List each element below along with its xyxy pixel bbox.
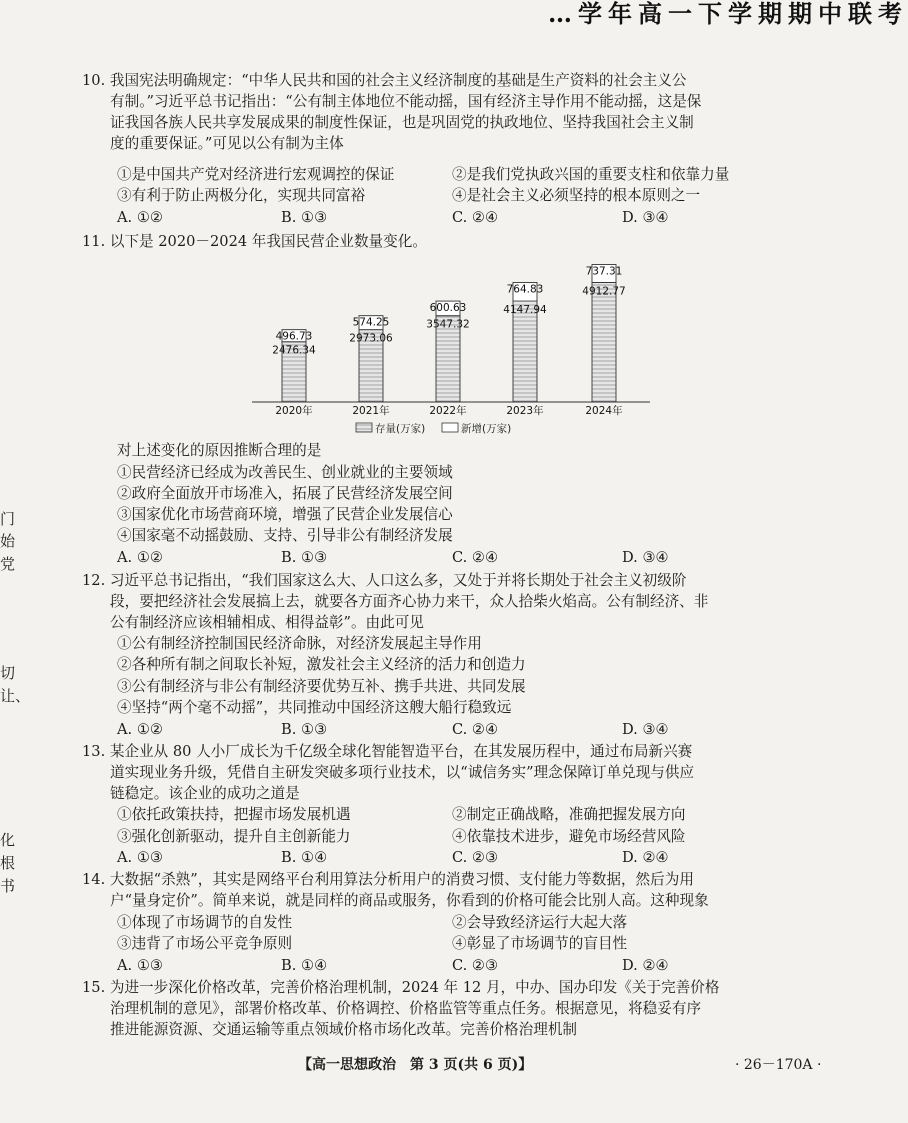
q12-item: ③公有制经济与非公有制经济要优势互补、携手共进、共同发展 <box>117 678 526 695</box>
q14-item: ④彰显了市场调节的盲目性 <box>452 935 628 952</box>
margin-char: 门 <box>0 510 16 528</box>
q10-line: 有制。”习近平总书记指出：“公有制主体地位不能动摇，国有经济主导作用不能动摇，这是保 <box>110 93 702 110</box>
margin-char: 切 <box>0 664 16 682</box>
q10-option-a: A. ①② <box>117 209 163 226</box>
x-tick-label: 2021年 <box>352 405 390 417</box>
q14-line: 14. 大数据“杀熟”，其实是网络平台利用算法分析用户的消费习惯、支付能力等数据，然后为用 <box>82 871 694 888</box>
legend <box>356 422 511 435</box>
legend-label-new: 新增(万家) <box>461 423 512 435</box>
margin-char: 让、 <box>0 687 31 705</box>
q11-item: ①民营经济已经成为改善民生、创业就业的主要领域 <box>117 464 453 481</box>
q14-option-d: D. ②④ <box>622 957 669 974</box>
margin-char: 党 <box>0 555 16 573</box>
bar-stock <box>513 301 537 402</box>
q12-line: 公有制经济应该相辅相成、相得益彰”。由此可见 <box>110 614 424 631</box>
q11-option-d: D. ③④ <box>622 549 669 566</box>
q12-item: ②各种所有制之间取长补短，激发社会主义经济的活力和创造力 <box>117 656 526 673</box>
q12-line: 段，要把经济社会发展搞上去，就要各方面齐心协力来干，众人拾柴火焰高。公有制经济、非 <box>110 593 709 610</box>
q13-line: 链稳定。该企业的成功之道是 <box>110 785 300 802</box>
data-label-new: 574.25 <box>352 316 390 329</box>
q14-option-b: B. ①④ <box>281 957 328 974</box>
margin-char: 根 <box>0 854 16 872</box>
legend-label-stock: 存量(万家) <box>375 423 426 435</box>
legend-swatch-new <box>442 423 458 432</box>
data-label-stock: 2973.06 <box>349 332 393 345</box>
q11-option-a: A. ①② <box>117 549 163 566</box>
q13-line: 13. 某企业从 80 人小厂成长为千亿级全球化智能智造平台，在其发展历程中，通过布局新兴赛 <box>82 743 693 760</box>
x-tick-label: 2020年 <box>275 405 313 417</box>
q12-line: 12. 习近平总书记指出，“我们国家这么大、人口这么多，又处于并将长期处于社会主义初级阶 <box>82 572 687 589</box>
q10-item: ①是中国共产党对经济进行宏观调控的保证 <box>117 166 395 183</box>
q11-item: ④国家毫不动摇鼓励、支持、引导非公有制经济发展 <box>117 527 453 544</box>
q15-line: 推进能源资源、交通运输等重点领域价格市场化改革。完善价格治理机制 <box>110 1021 578 1038</box>
q15-line: 治理机制的意见》，部署价格改革、价格调控、价格监管等重点任务。根据意见，将稳妥有序 <box>110 1000 702 1017</box>
q10-option-b: B. ①③ <box>281 209 328 226</box>
data-label-new: 600.63 <box>429 302 467 315</box>
x-tick-label: 2023年 <box>506 405 544 417</box>
q10-line: 度的重要保证。”可见以公有制为主体 <box>110 135 344 152</box>
q10-item: ②是我们党执政兴国的重要支柱和依靠力量 <box>452 166 730 183</box>
q11-item: ③国家优化市场营商环境，增强了民营企业发展信心 <box>117 506 453 523</box>
q13-item: ①依托政策扶持，把握市场发展机遇 <box>117 806 351 823</box>
q13-item: ②制定正确战略，准确把握发展方向 <box>452 806 686 823</box>
q10-line: 证我国各族人民共享发展成果的制度性保证，也是巩固党的执政地位、坚持我国社会主义制 <box>110 114 694 131</box>
q12-option-a: A. ①② <box>117 721 163 738</box>
data-label-stock: 3547.32 <box>426 318 470 331</box>
q14-line: 户“量身定价”。简单来说，就是同样的商品或服务，你看到的价格可能会比别人高。这种现象 <box>110 892 709 909</box>
x-tick-label: 2024年 <box>585 405 623 417</box>
q10-line: 10. 我国宪法明确规定：“中华人民共和国的社会主义经济制度的基础是生产资料的社会主义公 <box>82 72 687 89</box>
q12-option-b: B. ①③ <box>281 721 328 738</box>
data-label-new: 737.31 <box>585 265 623 278</box>
data-label-stock: 4912.77 <box>582 285 626 298</box>
q12-item: ④坚持“两个毫不动摇”，共同推动中国经济这艘大船行稳致远 <box>117 699 512 716</box>
legend-swatch-stock <box>356 423 372 432</box>
q11-option-c: C. ②④ <box>452 549 499 566</box>
q11-question: 对上述变化的原因推断合理的是 <box>117 442 322 459</box>
q10-item: ④是社会主义必须坚持的根本原则之一 <box>452 187 701 204</box>
page-code: · 26－170A · <box>735 1057 822 1073</box>
q13-option-d: D. ②④ <box>622 849 669 866</box>
data-label-new: 496.73 <box>275 330 313 343</box>
q14-item: ②会导致经济运行大起大落 <box>452 914 628 931</box>
q13-option-a: A. ①③ <box>117 849 163 866</box>
page-footer: 【高一思想政治 第 3 页(共 6 页)】 <box>298 1057 533 1073</box>
exam-header-banner: …学年高一下学期期中联考 <box>548 0 908 28</box>
margin-char: 始 <box>0 532 16 550</box>
q13-item: ③强化创新驱动，提升自主创新能力 <box>117 828 351 845</box>
data-label-new: 764.83 <box>506 283 544 296</box>
bar-stock <box>592 282 616 402</box>
q11-option-b: B. ①③ <box>281 549 328 566</box>
q13-option-c: C. ②③ <box>452 849 499 866</box>
q12-option-c: C. ②④ <box>452 721 499 738</box>
q14-item: ③违背了市场公平竞争原则 <box>117 935 293 952</box>
q10-option-d: D. ③④ <box>622 209 669 226</box>
q13-option-b: B. ①④ <box>281 849 328 866</box>
data-label-stock: 2476.34 <box>272 344 316 357</box>
q12-option-d: D. ③④ <box>622 721 669 738</box>
margin-char: 化 <box>0 831 16 849</box>
q13-line: 道实现业务升级，凭借自主研发突破多项行业技术，以“诚信务实”理念保障订单兑现与供应 <box>110 764 695 781</box>
q10-item: ③有利于防止两极分化，实现共同富裕 <box>117 187 366 204</box>
bar-chart <box>252 252 672 440</box>
q11-stem: 11. 以下是 2020－2024 年我国民营企业数量变化。 <box>82 233 427 250</box>
q14-option-a: A. ①③ <box>117 957 163 974</box>
q14-item: ①体现了市场调节的自发性 <box>117 914 293 931</box>
data-label-stock: 4147.94 <box>503 304 547 317</box>
x-tick-label: 2022年 <box>429 405 467 417</box>
q14-option-c: C. ②③ <box>452 957 499 974</box>
q13-item: ④依靠技术进步，避免市场经营风险 <box>452 828 686 845</box>
q15-line: 15. 为进一步深化价格改革，完善价格治理机制，2024 年 12 月，中办、国办印发《关于完善价格 <box>82 979 720 996</box>
q10-option-c: C. ②④ <box>452 209 499 226</box>
q12-item: ①公有制经济控制国民经济命脉，对经济发展起主导作用 <box>117 635 482 652</box>
q11-item: ②政府全面放开市场准入，拓展了民营经济发展空间 <box>117 485 453 502</box>
margin-char: 书 <box>0 877 16 895</box>
